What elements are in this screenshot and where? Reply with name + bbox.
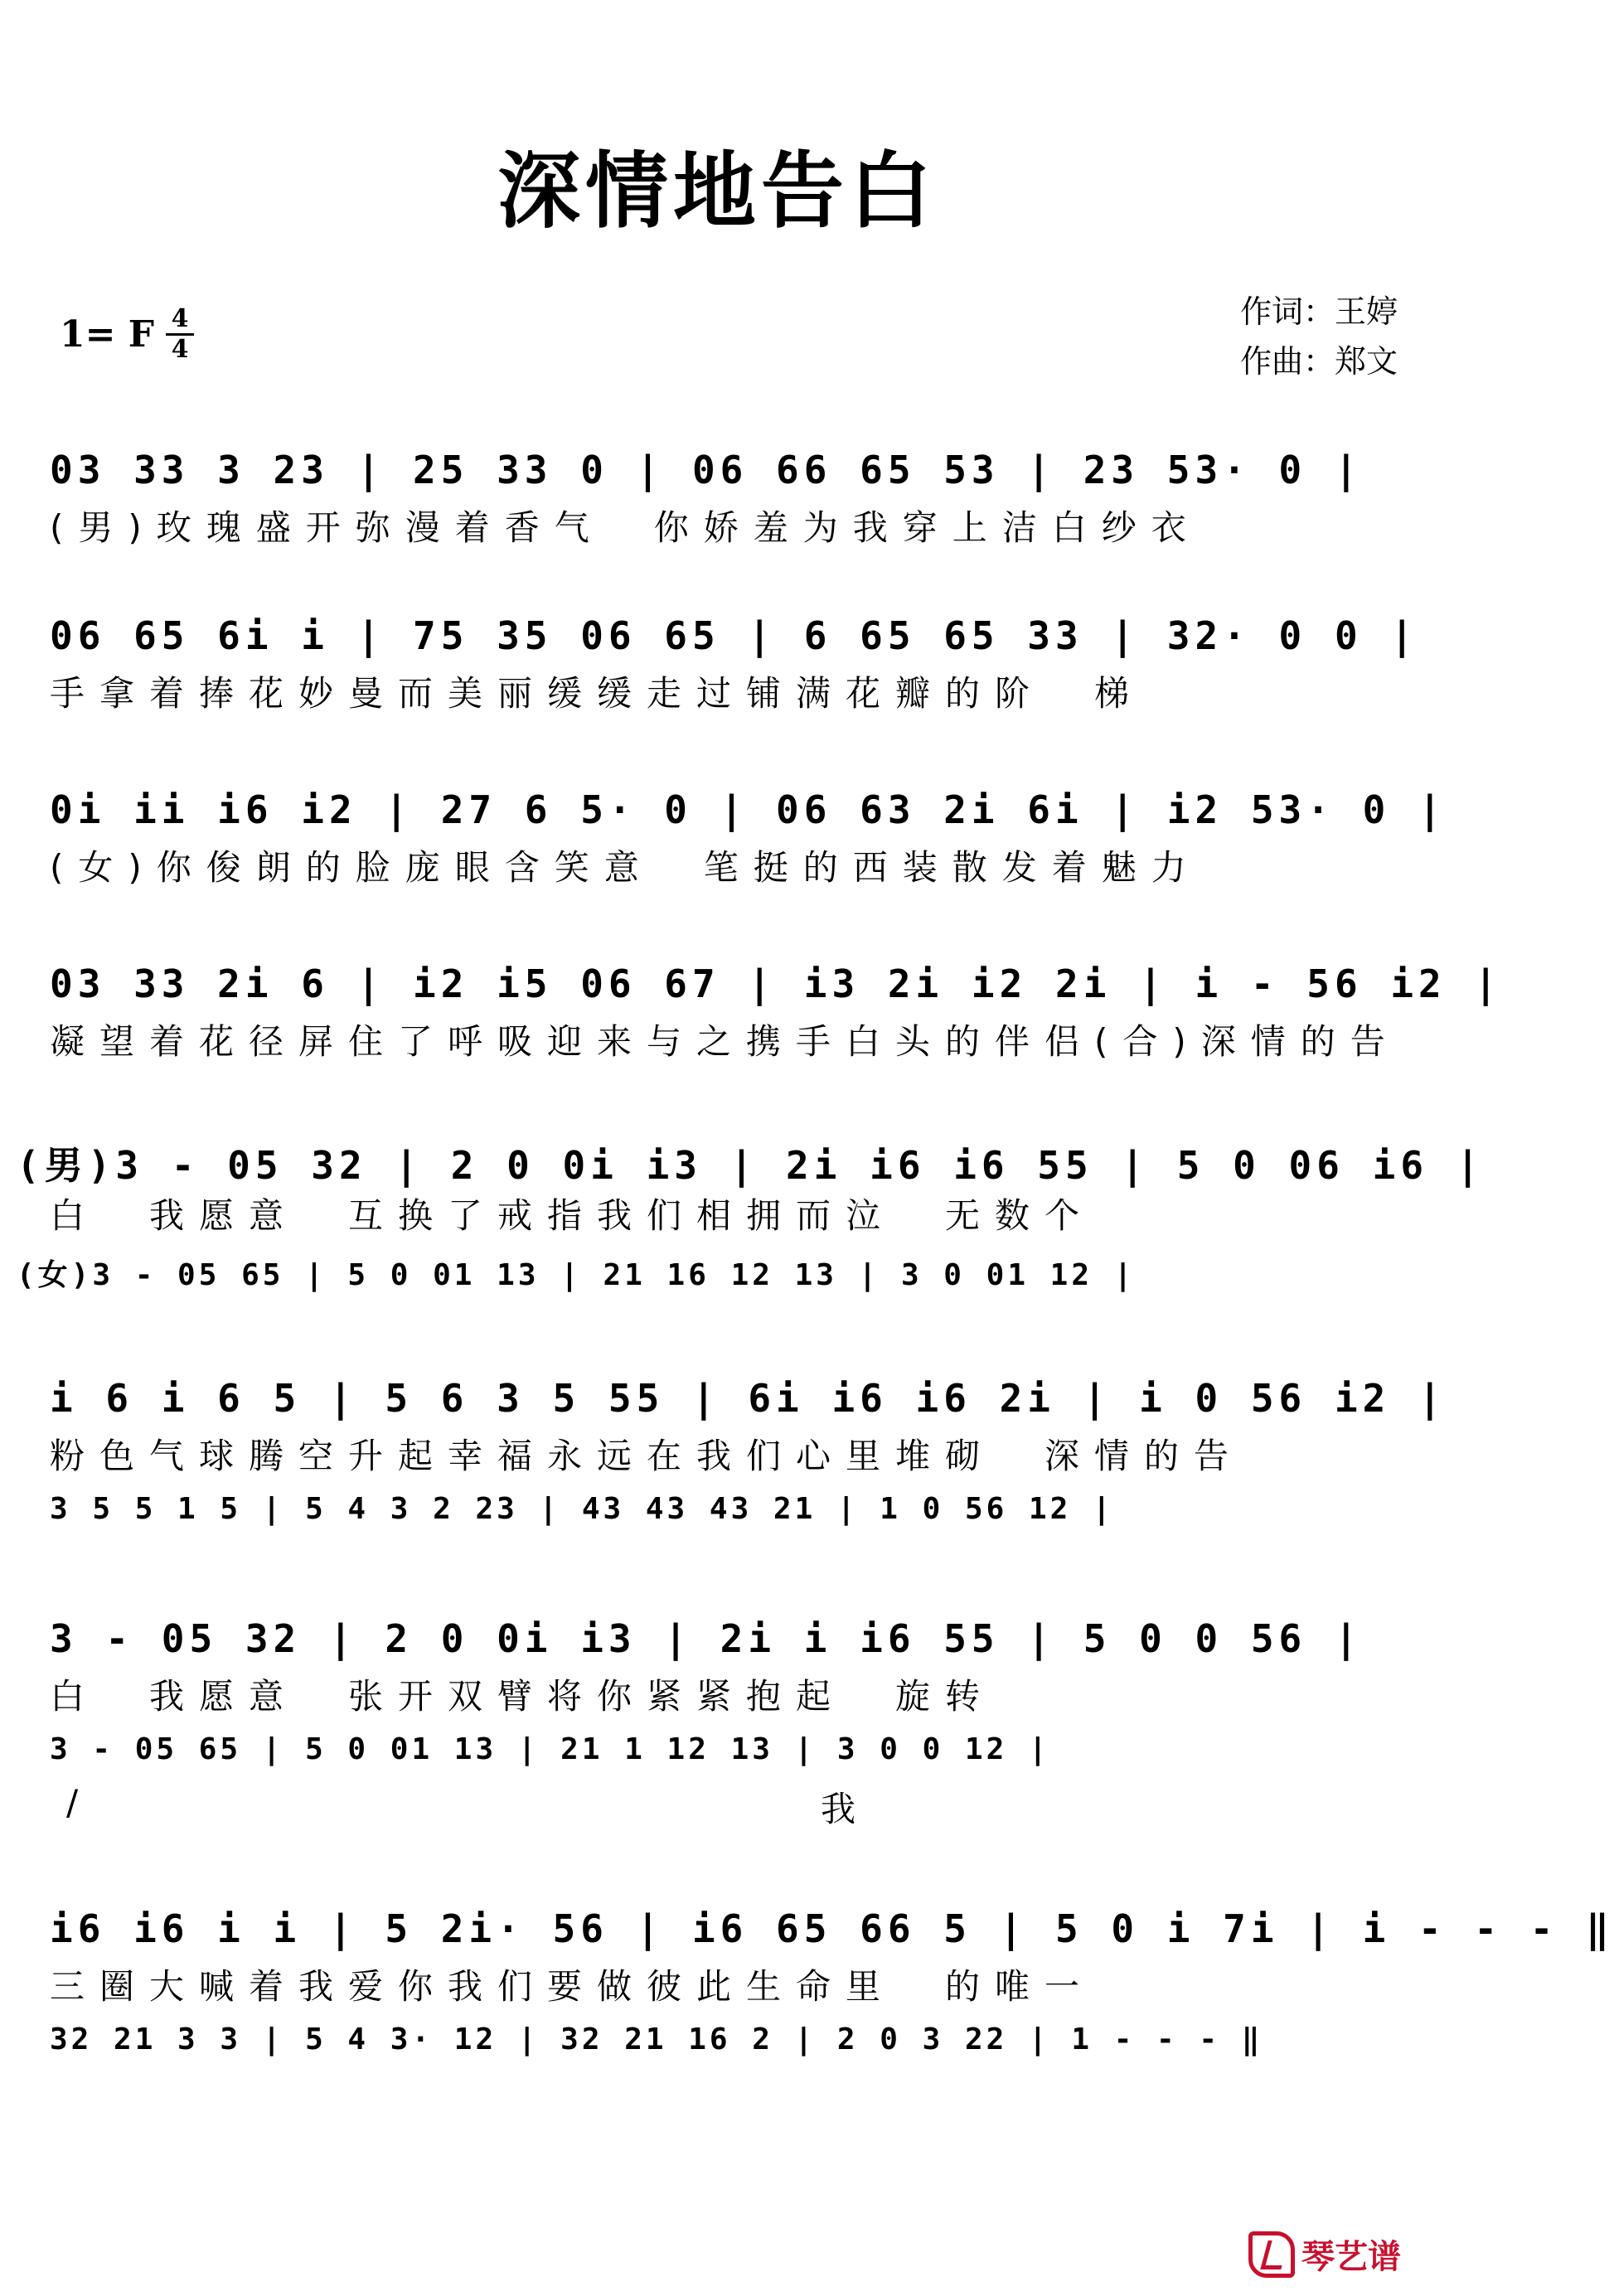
key-signature: 1= F	[60, 313, 155, 356]
harmony-line: 32 21 3 3 | 5 4 3· 12 | 32 21 16 2 | 2 0 3 22 | 1 - - - ‖	[50, 2022, 1263, 2056]
logo-icon	[1248, 2231, 1295, 2278]
lyrics-line: 白 我愿意 张开双臂将你紧紧抱起 旋转	[50, 1676, 996, 1717]
time-signature	[166, 304, 194, 364]
lyrics-line: 凝望着花径屏住了呼吸迎来与之携手白头的伴侣(合)深情的告	[50, 1021, 1400, 1062]
extra-lyric: 我	[821, 1789, 856, 1829]
notation-line: 03 33 2i 6 | i2 i5 06 67 | i3 2i i2 2i | i - 56 i2 |	[50, 962, 1503, 1006]
harmony-line: 3 - 05 65 | 5 0 01 13 | 21 1 12 13 | 3 0 0 12 |	[50, 1732, 1050, 1766]
lyrics-line: 粉色气球腾空升起幸福永远在我们心里堆砌 深情的告	[50, 1436, 1244, 1476]
lyrics-line: 三圈大喊着我爱你我们要做彼此生命里 的唯一	[50, 1966, 1095, 2007]
credits	[1240, 287, 1398, 386]
brand-logo	[1248, 2231, 1401, 2278]
notation-line: i6 i6 i i | 5 2i· 56 | i6 65 66 5 | 5 0 i 7i | i - - - ‖	[50, 1906, 1614, 1951]
lyrics-line: (女)你俊朗的脸庞眼含笑意 笔挺的西装散发着魅力	[50, 847, 1201, 888]
notation-line: (男)3 - 05 32 | 2 0 0i i3 | 2i i6 i6 55 | 5 0 06 i6 |	[17, 1143, 1485, 1188]
harmony-line: (女)3 - 05 65 | 5 0 01 13 | 21 16 12 13 | 3 0 01 12 |	[17, 1258, 1136, 1292]
lyrics-line: (男)玫瑰盛开弥漫着香气 你娇羞为我穿上洁白纱衣	[50, 507, 1201, 548]
lyricist: 作词：王婷	[1239, 293, 1398, 330]
lyrics-line: 手拿着捧花妙曼而美丽缓缓走过铺满花瓣的阶 梯	[50, 673, 1145, 714]
extra-slash: /	[66, 1782, 79, 1823]
notation-line: 06 65 6i i | 75 35 06 65 | 6 65 65 33 | 32· 0 0 |	[50, 613, 1419, 658]
time-signature-numerator: 4	[171, 304, 189, 333]
harmony-line: 3 5 5 1 5 | 5 4 3 2 23 | 43 43 43 21 | 1 0 56 12 |	[50, 1492, 1114, 1526]
notation-line: 3 - 05 32 | 2 0 0i i3 | 2i i i6 55 | 5 0 0 56 |	[50, 1616, 1363, 1661]
lyrics-line: 白 我愿意 互换了戒指我们相拥而泣 无数个	[50, 1195, 1095, 1236]
composer: 作曲：郑文	[1239, 343, 1398, 380]
logo-text: 琴艺谱	[1301, 2237, 1401, 2276]
notation-line: 0i ii i6 i2 | 27 6 5· 0 | 06 63 2i 6i | i2 53· 0 |	[50, 787, 1447, 832]
notation-line: i 6 i 6 5 | 5 6 3 5 55 | 6i i6 i6 2i | i 0 56 i2 |	[50, 1376, 1447, 1421]
song-title: 深情地告白	[497, 142, 937, 240]
notation-line: 03 33 3 23 | 25 33 0 | 06 66 65 53 | 23 53· 0 |	[50, 448, 1363, 492]
time-signature-denominator: 4	[171, 335, 189, 364]
